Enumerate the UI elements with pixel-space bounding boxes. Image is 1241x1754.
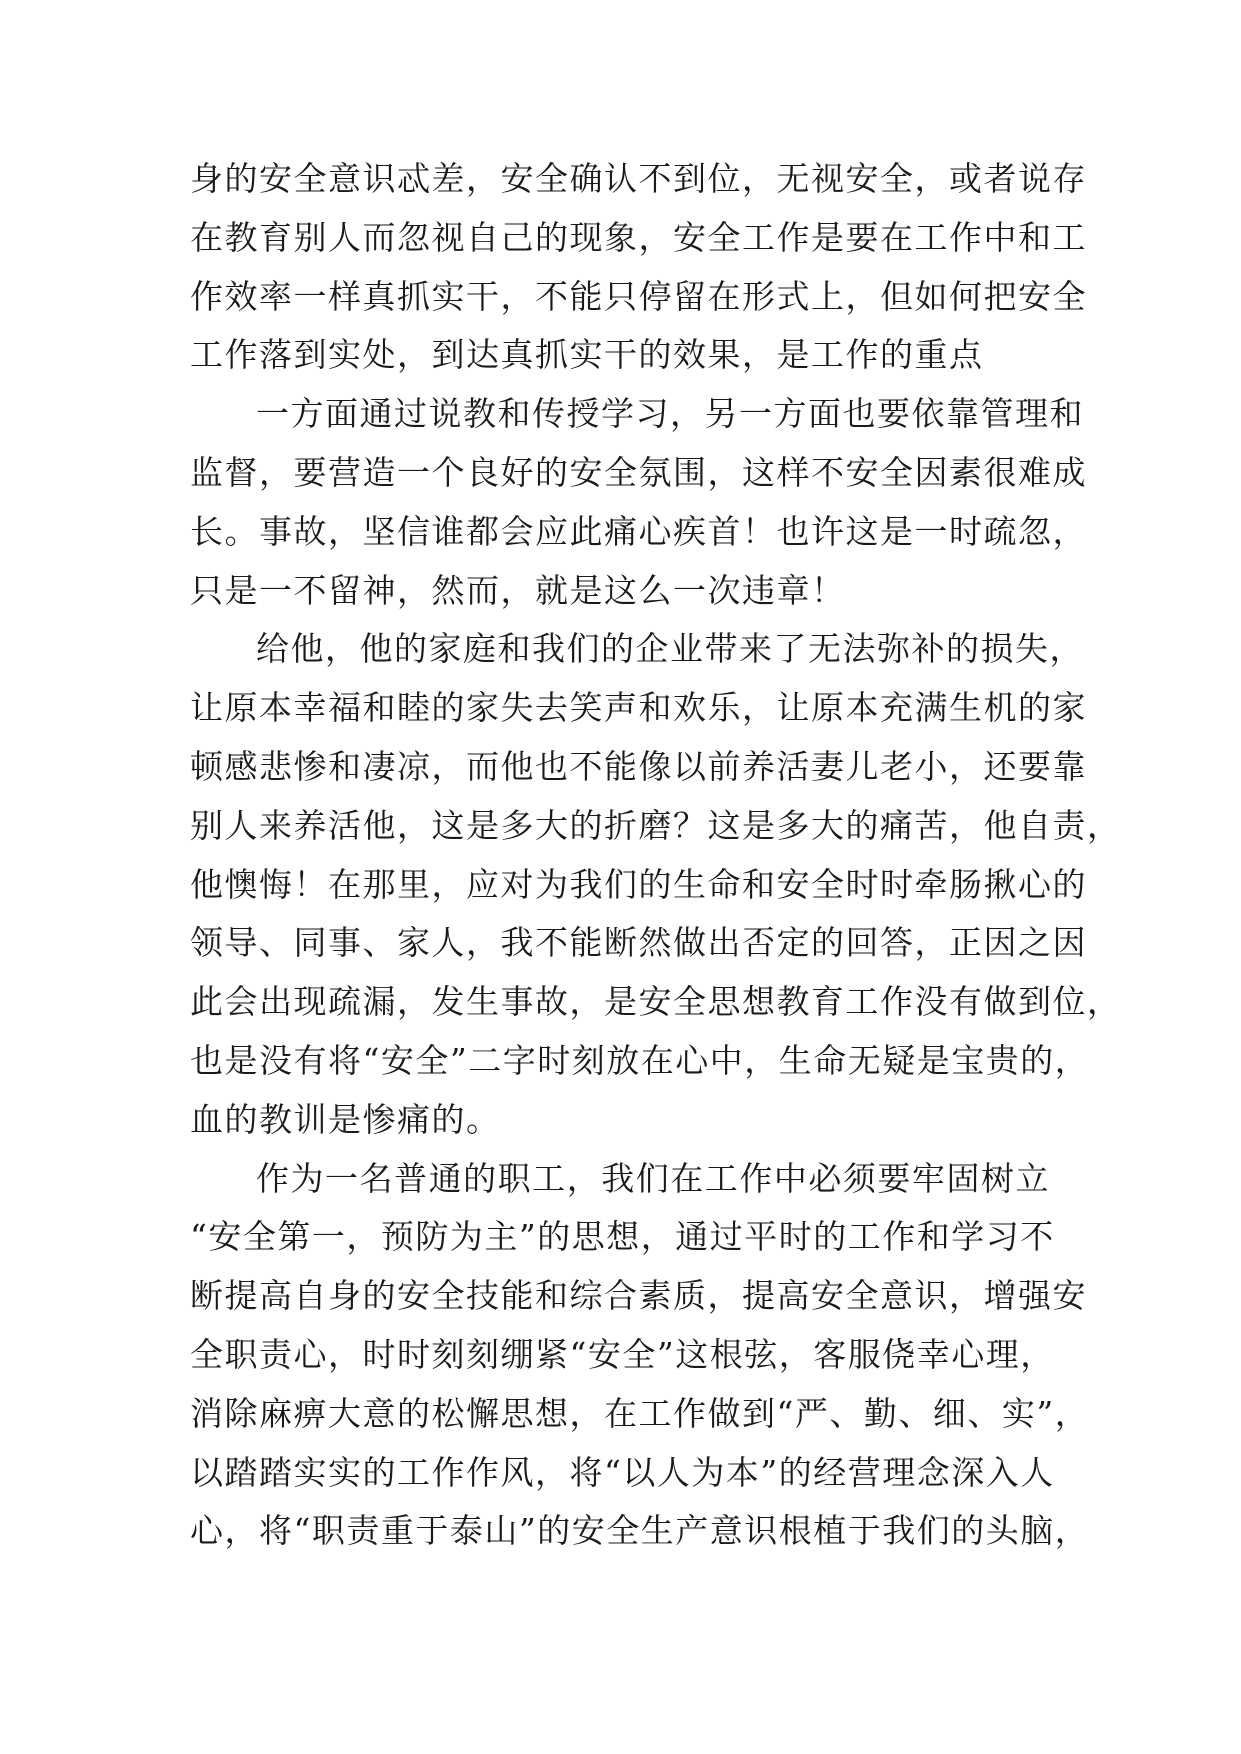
text-line: 断提高自身的安全技能和综合素质，提高安全意识，增强安 bbox=[190, 1276, 1087, 1316]
text-line: 心，将“职责重于泰山”的安全生产意识根植于我们的头脑， bbox=[190, 1511, 1090, 1551]
text-line: 此会出现疏漏，发生事故，是安全思想教育工作没有做到位， bbox=[190, 982, 1122, 1022]
paragraph bbox=[190, 150, 1087, 385]
text-line: 监督，要营造一个良好的安全氛围，这样不安全因素很难成 bbox=[190, 452, 1087, 492]
paragraph bbox=[190, 620, 1122, 1149]
text-line: 让原本幸福和睦的家失去笑声和欢乐，让原本充满生机的家 bbox=[190, 688, 1087, 728]
text-line: 长。事故，坚信谁都会应此痛心疾首！也许这是一时疏忽， bbox=[190, 511, 1087, 551]
text-line: 顿感悲惨和凄凉，而他也不能像以前养活妻儿老小，还要靠 bbox=[190, 746, 1087, 786]
text-line: 作为一名普通的职工，我们在工作中必须要牢固树立 bbox=[256, 1158, 1050, 1198]
text-line: 身的安全意识忒差，安全确认不到位，无视安全，或者说存 bbox=[190, 159, 1087, 198]
text-line: 在教育别人而忽视自己的现象，安全工作是要在工作中和工 bbox=[190, 217, 1087, 257]
text-line: 也是没有将“安全”二字时刻放在心中，生命无疑是宝贵的， bbox=[190, 1040, 1090, 1080]
text-line: 给他，他的家庭和我们的企业带来了无法弥补的损失， bbox=[256, 629, 1084, 669]
text-line: 只是一不留神，然而，就是这么一次违章！ bbox=[190, 570, 846, 610]
text-line: 以踏踏实实的工作作风，将“以人为本”的经营理念深入人 bbox=[190, 1452, 1055, 1492]
text-line: 作效率一样真抓实干，不能只停留在形式上，但如何把安全 bbox=[190, 276, 1087, 316]
text-line: 消除麻痹大意的松懈思想，在工作做到“严、勤、细、实”， bbox=[190, 1393, 1090, 1433]
paragraph bbox=[190, 1150, 1090, 1562]
text-line: 别人来养活他，这是多大的折磨？这是多大的痛苦，他自责， bbox=[190, 805, 1122, 845]
text-line: 工作落到实处，到达真抓实干的效果，是工作的重点 bbox=[190, 335, 984, 375]
text-line: 他懊悔！在那里，应对为我们的生命和安全时时牵肠揪心的 bbox=[190, 864, 1087, 904]
text-line: 一方面通过说教和传授学习，另一方面也要依靠管理和 bbox=[256, 394, 1084, 434]
document-body bbox=[190, 150, 1122, 1561]
text-line: 领导、同事、家人，我不能断然做出否定的回答，正因之因 bbox=[190, 923, 1087, 963]
text-line: 血的教训是惨痛的。 bbox=[190, 1099, 501, 1139]
text-line: “安全第一，预防为主”的思想，通过平时的工作和学习不 bbox=[190, 1217, 1055, 1257]
text-line: 全职责心，时时刻刻绷紧“安全”这根弦，客服侥幸心理， bbox=[190, 1334, 1055, 1374]
paragraph bbox=[190, 385, 1087, 620]
